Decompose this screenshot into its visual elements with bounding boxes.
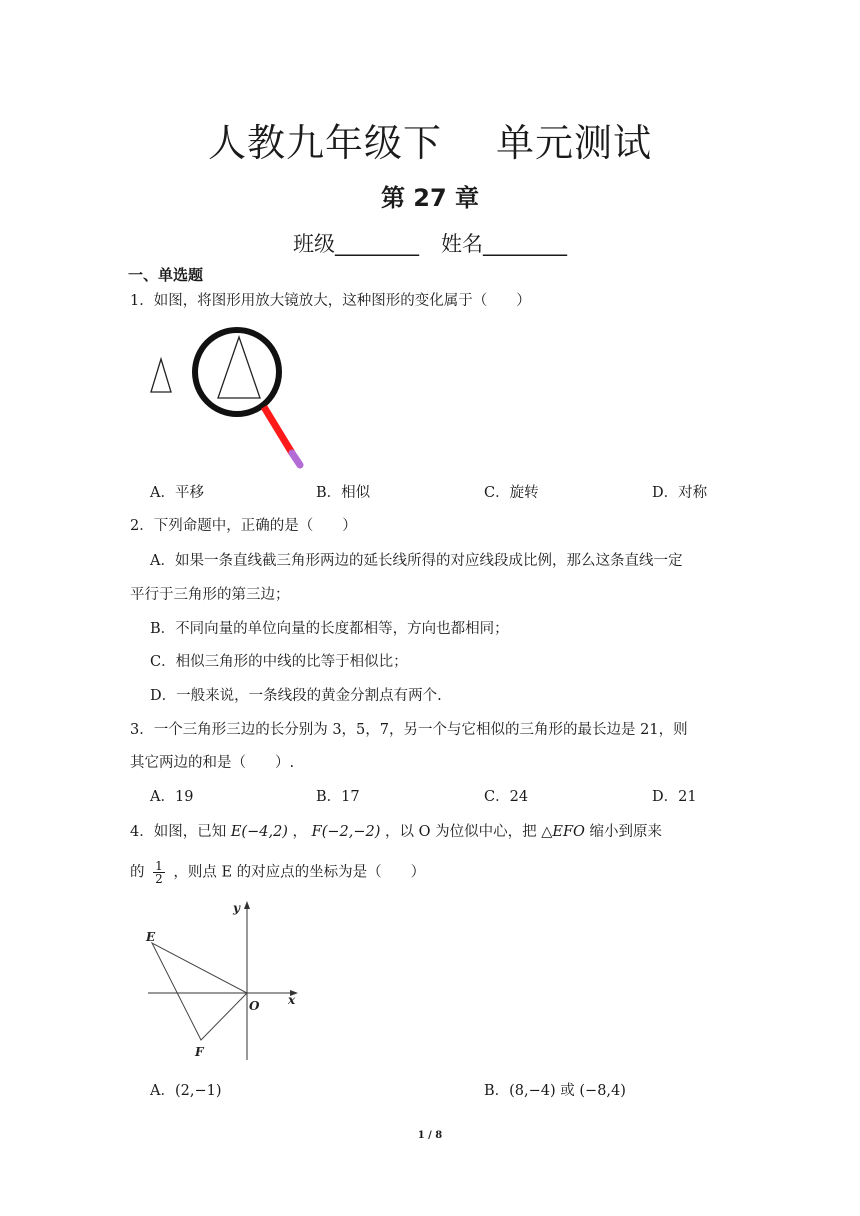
q4-point-e: E(−4,2): [230, 824, 288, 840]
q4-text-e: ，则点 E 的对应点的坐标为是（ ）: [168, 864, 426, 881]
triangle-efo: [152, 943, 247, 1040]
question-2-stem: 2．下列命题中，正确的是（ ）: [130, 518, 357, 534]
label-e: E: [146, 930, 156, 944]
q3-option-d: D．21: [652, 789, 697, 805]
q4-point-f: F(−2,−2): [311, 824, 381, 840]
class-field: 班级________: [293, 232, 419, 256]
question-3-stem-line2: 其它两边的和是（ ）.: [130, 755, 295, 771]
small-triangle: [151, 359, 171, 392]
q1-option-c: C．旋转: [484, 485, 539, 501]
label-o: O: [249, 999, 260, 1013]
q1-option-d: D．对称: [652, 485, 708, 501]
q2-option-d: D．一般来说，一条线段的黄金分割点有两个.: [150, 688, 442, 704]
document-title: [0, 112, 860, 167]
q2-option-a-line2: 平行于三角形的第三边；: [130, 587, 290, 603]
q4-text-a: 4．如图，已知: [130, 824, 231, 840]
title-right: 单元测试: [496, 121, 653, 165]
q3-option-a: A．19: [150, 789, 194, 805]
coordinate-figure: [140, 895, 310, 1065]
label-f: F: [195, 1045, 204, 1059]
q4-fraction-denominator: 2: [155, 872, 163, 886]
q4-fraction-numerator: 1: [155, 859, 163, 873]
label-x: x: [288, 993, 296, 1007]
title-left: 人教九年级下: [207, 121, 442, 165]
q2-option-a-line1: A．如果一条直线截三角形两边的延长线所得的对应线段成比例，那么这条直线一定: [150, 553, 683, 569]
q4-option-b: B．(8,−4) 或 (−8,4): [484, 1083, 626, 1099]
magnifier-handle-tip: [292, 453, 300, 465]
chapter-heading: 第 27 章: [380, 184, 480, 212]
q4-sep: ，: [287, 824, 312, 840]
q4-triangle: △EFO: [541, 824, 585, 840]
student-info-line: [0, 228, 860, 258]
q4-text-d: 的: [130, 864, 150, 881]
question-4-stem-line1: [130, 822, 662, 842]
q1-option-a: A．平移: [150, 485, 204, 501]
q2-option-c: C．相似三角形的中线的比等于相似比；: [150, 654, 408, 670]
label-y: y: [233, 901, 240, 915]
y-axis-arrow: [244, 901, 250, 909]
question-4-stem-line2: [130, 860, 425, 885]
page-number: 1 / 8: [417, 1130, 443, 1141]
question-1-stem: 1．如图，将图形用放大镜放大，这种图形的变化属于（ ）: [130, 293, 531, 309]
q4-option-a: A．(2,−1): [150, 1083, 222, 1099]
question-3-stem-line1: 3．一个三角形三边的长分别为 3，5，7，另一个与它相似的三角形的最长边是 21，则: [130, 722, 688, 738]
q4-text-b: ，以 O 为位似中心，把: [380, 824, 542, 840]
magnifier-figure: [140, 325, 315, 475]
q1-option-b: B．相似: [316, 485, 371, 501]
magnifier-handle: [264, 407, 292, 453]
q4-text-c: 缩小到原来: [584, 824, 663, 840]
q4-fraction: [153, 860, 165, 885]
q3-option-c: C．24: [484, 789, 529, 805]
name-field: 姓名________: [441, 232, 567, 256]
q2-option-b: B．不同向量的单位向量的长度都相等，方向也都相同；: [150, 621, 509, 637]
section-title: 一、单选题: [128, 266, 204, 284]
q3-option-b: B．17: [316, 789, 360, 805]
